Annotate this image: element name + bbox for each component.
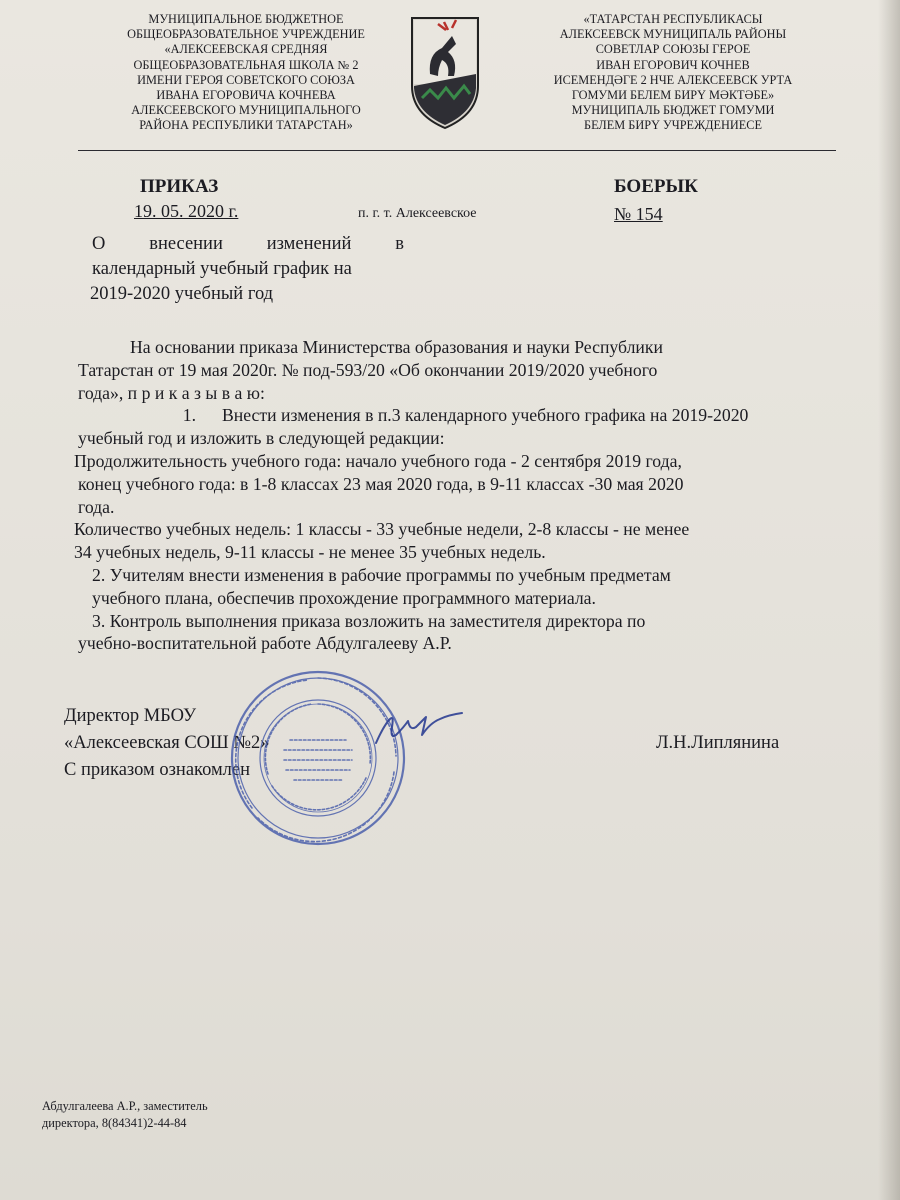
item-1-line-2: учебный год и изложить в следующей редакции: xyxy=(78,428,445,449)
order-number: № 154 xyxy=(614,204,663,224)
item-3-line-1: 3. Контроль выполнения приказа возложить на заместителя директора по xyxy=(92,610,646,631)
intro-line-3: года», п р и к а з ы в а ю: xyxy=(78,382,265,403)
header-line: ОБЩЕОБРАЗОВАТЕЛЬНАЯ ШКОЛА № 2 xyxy=(133,57,359,72)
contact-footer xyxy=(42,1098,208,1132)
header-line: ИСЕМЕНДӘГЕ 2 НЧЕ АЛЕКСЕЕВСК УРТА xyxy=(553,72,793,87)
intro-line-2: Татарстан от 19 мая 2020г. № под-593/20 «Об окончании 2019/2020 учебного xyxy=(78,359,658,380)
signature-line-1: Директор МБОУ xyxy=(64,706,197,726)
signature-line-3: С приказом ознакомлен xyxy=(64,760,251,780)
order-place: п. г. т. Алексеевское xyxy=(358,206,477,221)
subject-word: изменений xyxy=(266,234,352,254)
order-title-ru: ПРИКАЗ xyxy=(140,176,219,197)
header-line: ИМЕНИ ГЕРОЯ СОВЕТСКОГО СОЮЗА xyxy=(137,72,355,87)
footer-line-2: директора, 8(84341)2-44-84 xyxy=(42,1116,187,1130)
subject-word: в xyxy=(395,234,404,254)
subject-word: О xyxy=(92,234,106,254)
header-line: «ТАТАРСТАН РЕСПУБЛИКАСЫ xyxy=(583,12,763,26)
header-right-tt xyxy=(528,12,818,134)
item-3-line-2: учебно-воспитательной работе Абдулгалееву А.Р. xyxy=(78,633,452,654)
order-subject xyxy=(92,232,412,307)
subject-line-3: 2019-2020 учебный год xyxy=(90,284,274,304)
director-handwritten-signature xyxy=(370,705,470,755)
header-line: «АЛЕКСЕЕВСКАЯ СРЕДНЯЯ xyxy=(164,42,328,57)
round-stamp xyxy=(228,668,408,848)
header-line: ОБЩЕОБРАЗОВАТЕЛЬНОЕ УЧРЕЖДЕНИЕ xyxy=(127,27,365,42)
header-divider xyxy=(78,150,836,151)
page-edge-shadow xyxy=(878,0,900,1200)
header-line: МУНИЦИПАЛЬНОЕ БЮДЖЕТНОЕ xyxy=(148,12,344,26)
subject-word: внесении xyxy=(149,234,223,254)
subject-line-2: календарный учебный график на xyxy=(92,259,352,279)
header-line: ИВАНА ЕГОРОВИЧА КОЧНЕВА xyxy=(156,88,336,103)
subject-line-1 xyxy=(92,232,404,257)
header-line: МУНИЦИПАЛЬ БЮДЖЕТ ГОМУМИ xyxy=(571,103,775,118)
item-1-text: Внести изменения в п.3 календарного учебного графика на 2019-2020 xyxy=(222,405,749,426)
duration-line-1: Продолжительность учебного года: начало учебного года - 2 сентября 2019 года, xyxy=(74,450,682,471)
footer-line-1: Абдулгалеева А.Р., заместитель xyxy=(42,1099,208,1113)
weeks-line-2: 34 учебных недель, 9-11 классы - не менее 35 учебных недель. xyxy=(74,542,546,563)
item-2-line-2: учебного плана, обеспечив прохождение программного материала. xyxy=(92,587,596,608)
item-1-line-1 xyxy=(78,404,830,427)
intro-line-1: На основании приказа Министерства образования и науки Республики xyxy=(130,337,663,357)
director-name: Л.Н.Липлянина xyxy=(656,733,780,753)
header-line: АЛЕКСЕЕВСКОГО МУНИЦИПАЛЬНОГО xyxy=(131,103,361,118)
header-line: РАЙОНА РЕСПУБЛИКИ ТАТАРСТАН» xyxy=(139,118,353,133)
order-body xyxy=(74,336,830,655)
item-1-number: 1. xyxy=(182,405,196,426)
duration-line-2: конец учебного года: в 1-8 классах 23 мая 2020 года, в 9-11 классах -30 мая 2020 xyxy=(78,473,684,494)
header-left-ru xyxy=(110,12,382,134)
coat-of-arms-emblem xyxy=(408,14,482,132)
signature-line-2: «Алексеевская СОШ №2» xyxy=(64,733,270,753)
order-date: 19. 05. 2020 г. xyxy=(134,201,239,221)
duration-line-3: года. xyxy=(78,496,115,517)
header-line: СОВЕТЛАР СОЮЗЫ ГЕРОЕ xyxy=(595,42,751,57)
header-line: ГОМУМИ БЕЛЕМ БИРҮ МӘКТӘБЕ» xyxy=(571,88,775,103)
order-title-tt: БОЕРЫК xyxy=(614,176,698,197)
header-line: ИВАН ЕГОРОВИЧ КОЧНЕВ xyxy=(596,57,750,72)
item-2-line-1: 2. Учителям внести изменения в рабочие программы по учебным предметам xyxy=(92,564,671,585)
header-line: БЕЛЕМ БИРҮ УЧРЕЖДЕНИЕСЕ xyxy=(584,118,762,133)
header-line: АЛЕКСЕЕВСК МУНИЦИПАЛЬ РАЙОНЫ xyxy=(559,27,787,42)
weeks-line-1: Количество учебных недель: 1 классы - 33 учебные недели, 2-8 классы - не менее xyxy=(74,519,690,540)
